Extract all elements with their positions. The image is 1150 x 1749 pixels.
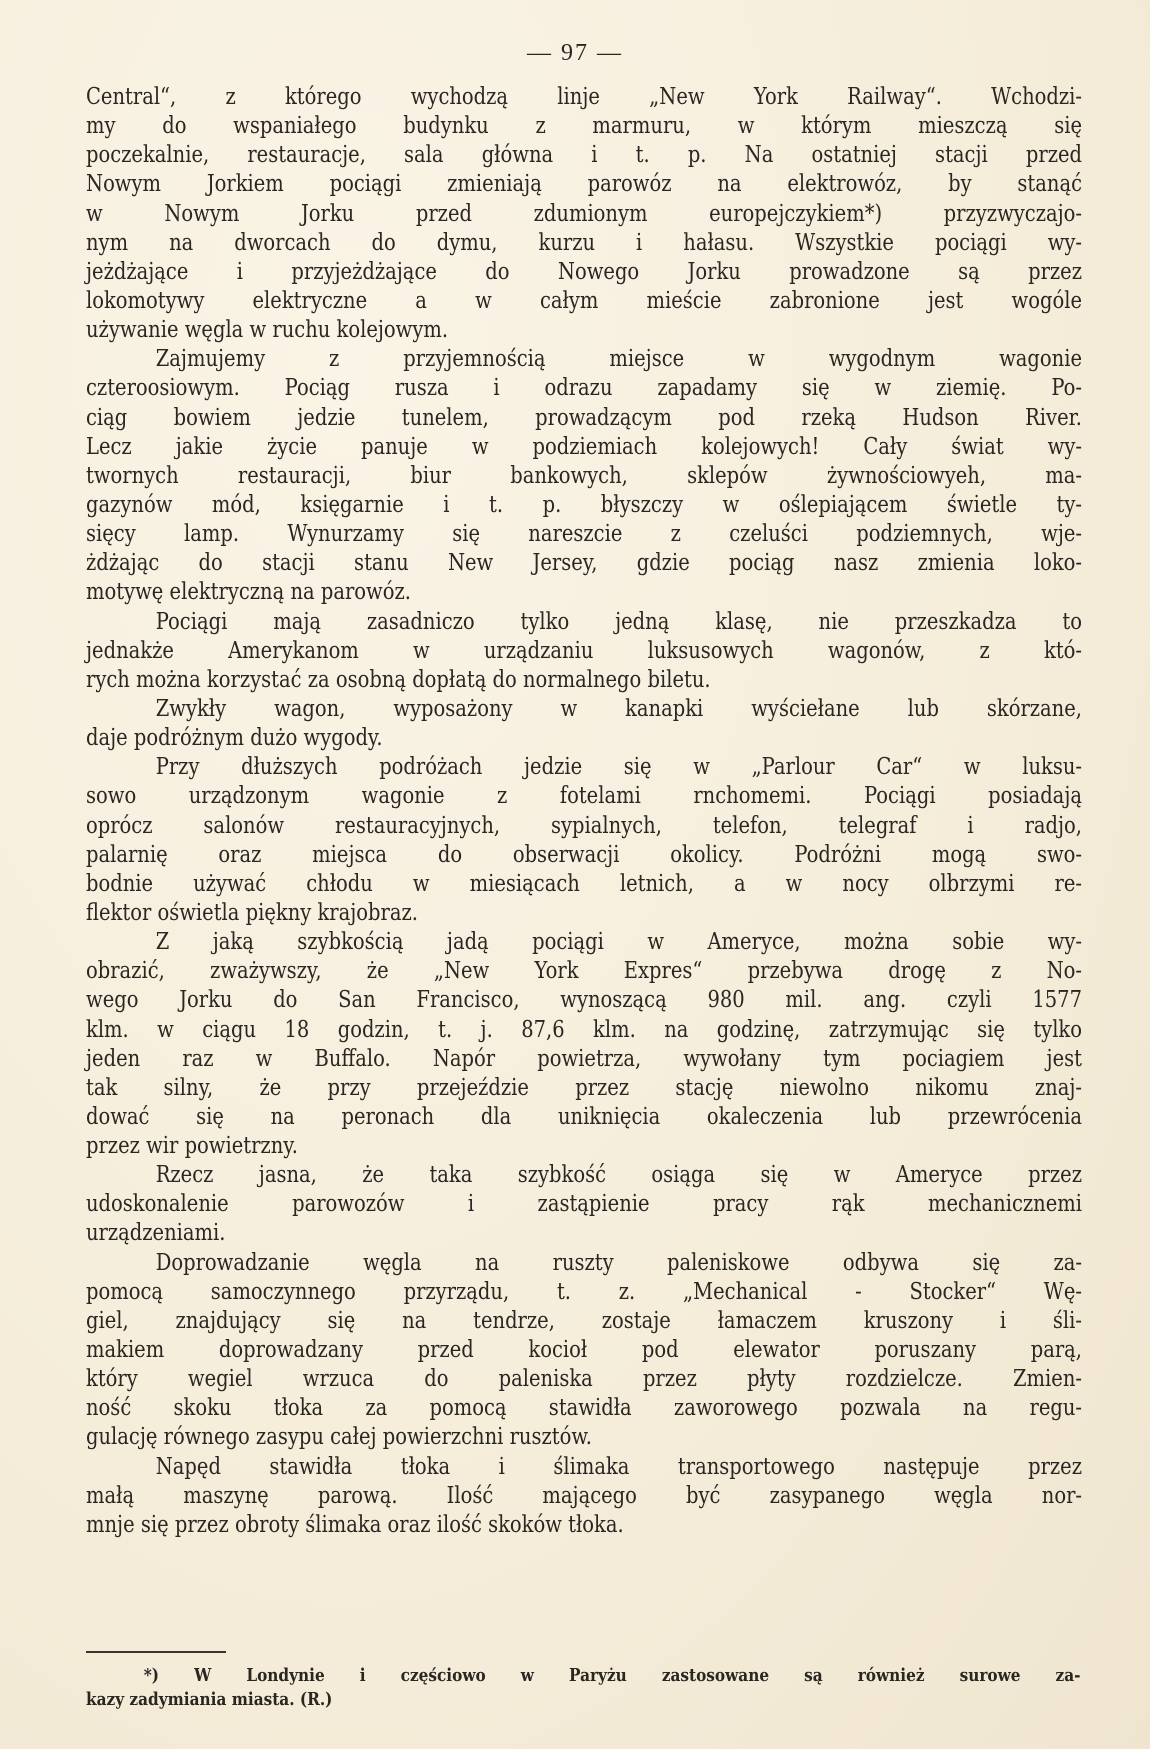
text-line: małą maszynę parową. Ilość mającego być zasypanego węgla nor- [86, 1480, 1082, 1509]
paragraph [86, 1248, 1082, 1452]
text-line: oprócz salonów restauracyjnych, sypialnych, telefon, telegraf i radjo, [86, 810, 1082, 839]
footnote-line: kazy zadymiania miasta. (R.) [86, 1689, 333, 1710]
text-line: Nowym Jorkiem pociągi zmieniają parowóz na elektrowóz, by stanąć [86, 169, 1082, 198]
text-line: giel, znajdujący się na tendrze, zostaje łamaczem kruszony i śli- [86, 1305, 1082, 1334]
text-line: obrazić, zważywszy, że „New York Expres“ przebywa drogę z No- [86, 956, 1082, 985]
text-line: palarnię oraz miejsca do obserwacji okolicy. Podróżni mogą swo- [86, 839, 1082, 868]
paragraph [86, 1452, 1082, 1539]
text-line: flektor oświetla piękny krajobraz. [86, 897, 418, 926]
text-line: w Nowym Jorku przed zdumionym europejczykiem*) przyzwyczajo- [86, 198, 1082, 227]
text-line: sięcy lamp. Wynurzamy się nareszcie z czeluści podziemnych, wje- [86, 519, 1082, 548]
text-line: ciąg bowiem jedzie tunelem, prowadzącym pod rzeką Hudson River. [86, 402, 1082, 431]
text-line: gulację równego zasypu całej powierzchni rusztów. [86, 1422, 592, 1451]
text-line: czteroosiowym. Pociąg rusza i odrazu zapadamy się w ziemię. Po- [86, 373, 1082, 402]
text-line: Lecz jakie życie panuje w podziemiach kolejowych! Cały świat wy- [86, 431, 1082, 460]
text-line: lokomotywy elektryczne a w całym mieście zabronione jest wogóle [86, 285, 1082, 314]
text-line: klm. w ciągu 18 godzin, t. j. 87,6 klm. na godzinę, zatrzymując się tylko [86, 1014, 1082, 1043]
text-line: Napęd stawidła tłoka i ślimaka transportowego następuje przez [155, 1451, 1083, 1480]
text-line: urządzeniami. [86, 1218, 226, 1247]
paragraph [86, 82, 1082, 344]
text-line: używanie węgla w ruchu kolejowym. [86, 315, 449, 344]
text-line: pomocą samoczynnego przyrządu, t. z. „Mechanical - Stocker“ Wę- [86, 1276, 1082, 1305]
paragraph [86, 344, 1082, 606]
text-line: który wegiel wrzuca do paleniska przez płyty rozdzielcze. Zmien- [86, 1364, 1082, 1393]
text-line: twornych restauracji, biur bankowych, sklepów żywnościowyeh, ma- [86, 460, 1082, 489]
text-line: Przy dłuższych podróżach jedzie się w „Parlour Car“ w luksu- [155, 752, 1083, 781]
text-line: sowo urządzonym wagonie z fotelami rnchomemi. Pociągi posiadają [86, 781, 1082, 810]
footnote [86, 1664, 1082, 1712]
text-line: motywę elektryczną na parowóz. [86, 577, 411, 606]
text-line: gazynów mód, księgarnie i t. p. błyszczy w oślepiającem świetle ty- [86, 489, 1082, 518]
text-line: udoskonalenie parowozów i zastąpienie pracy rąk mechanicznemi [86, 1189, 1082, 1218]
text-line: makiem doprowadzany przed kocioł pod elewator poruszany parą, [86, 1335, 1082, 1364]
body-text [86, 82, 1082, 1539]
text-line: Z jaką szybkością jadą pociągi w Ameryce, można sobie wy- [155, 927, 1083, 956]
paragraph [86, 1160, 1082, 1247]
footnote-divider [86, 1651, 226, 1653]
paragraph [86, 752, 1082, 927]
text-line: Pociągi mają zasadniczo tylko jedną klasę, nie przeszkadza to [155, 606, 1083, 635]
page-number: — 97 — [527, 40, 623, 66]
text-line: jednakże Amerykanom w urządzaniu luksusowych wagonów, z któ- [86, 635, 1082, 664]
text-line: Central“, z którego wychodzą linje „New York Railway“. Wchodzi- [86, 82, 1082, 110]
text-line: nym na dworcach do dymu, kurzu i hałasu. Wszystkie pociągi wy- [86, 227, 1082, 256]
text-line: wego Jorku do San Francisco, wynoszącą 980 mil. ang. czyli 1577 [86, 985, 1082, 1014]
text-line: dować się na peronach dla uniknięcia okaleczenia lub przewrócenia [86, 1101, 1082, 1130]
text-line: mnje się przez obroty ślimaka oraz ilość skoków tłoka. [86, 1509, 624, 1538]
text-line: tak silny, że przy przejeździe przez stację niewolno nikomu znaj- [86, 1072, 1082, 1101]
text-line: Rzecz jasna, że taka szybkość osiąga się w Ameryce przez [155, 1160, 1083, 1189]
text-line: poczekalnie, restauracje, sala główna i t. p. Na ostatniej stacji przed [86, 140, 1082, 169]
text-line: Doprowadzanie węgla na ruszty paleniskowe odbywa się za- [155, 1247, 1083, 1276]
paragraph [86, 927, 1082, 1160]
text-line: Zajmujemy z przyjemnością miejsce w wygodnym wagonie [155, 344, 1083, 373]
text-line: daje podróżnym dużo wygody. [86, 723, 383, 752]
paragraph [86, 607, 1082, 694]
text-line: żdżając do stacji stanu New Jersey, gdzie pociąg nasz zmienia loko- [86, 548, 1082, 577]
text-line: bodnie używać chłodu w miesiącach letnich, a w nocy olbrzymi re- [86, 868, 1082, 897]
footnote-line: *) W Londynie i częściowo w Paryżu zastosowane są również surowe za- [143, 1665, 1081, 1686]
text-line: my do wspaniałego budynku z marmuru, w którym mieszczą się [86, 111, 1082, 140]
text-line: jeżdżające i przyjeżdżające do Nowego Jorku prowadzone są przez [86, 256, 1082, 285]
text-line: jeden raz w Buffalo. Napór powietrza, wywołany tym pociagiem jest [86, 1043, 1082, 1072]
text-line: przez wir powietrzny. [86, 1131, 298, 1160]
paragraph [86, 694, 1082, 752]
text-line: rych można korzystać za osobną dopłatą do normalnego biletu. [86, 664, 711, 693]
text-line: Zwykły wagon, wyposażony w kanapki wyściełane lub skórzane, [155, 693, 1083, 722]
text-line: ność skoku tłoka za pomocą stawidła zaworowego pozwala na regu- [86, 1393, 1082, 1422]
